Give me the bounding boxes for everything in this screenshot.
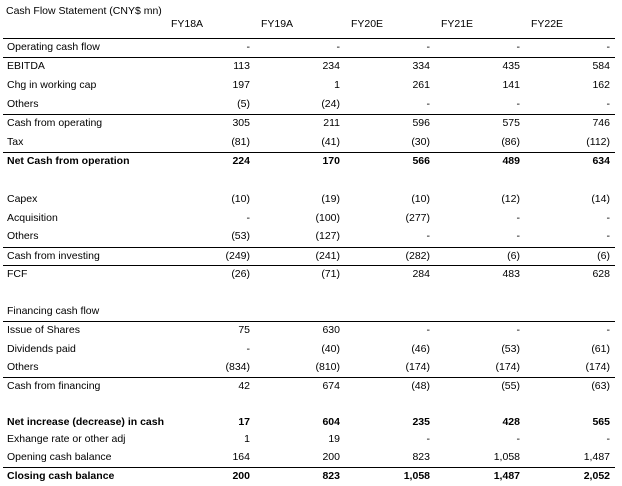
cell-fy18a: - <box>246 212 250 224</box>
table-row-fcf <box>0 265 622 283</box>
cell-fy21e: 435 <box>502 60 520 72</box>
cell-fy20e: 235 <box>412 416 430 428</box>
row-label: Chg in working cap <box>7 79 97 91</box>
cell-fy18a: 42 <box>238 380 250 392</box>
cell-fy21e: 489 <box>502 155 520 167</box>
table-row-others <box>0 227 622 245</box>
cell-fy22e: 634 <box>592 155 610 167</box>
cell-fy20e: 596 <box>412 117 430 129</box>
cell-fy20e: 284 <box>412 268 430 280</box>
cell-fy22e: (61) <box>591 343 610 355</box>
row-label: EBITDA <box>7 60 45 72</box>
row-label: Financing cash flow <box>7 305 100 317</box>
cell-fy19a: 211 <box>323 117 340 129</box>
cell-fy21e: - <box>516 433 520 445</box>
cell-fy22e: (14) <box>591 193 610 205</box>
cell-fy19a: 674 <box>322 380 340 392</box>
cell-fy21e: 483 <box>502 268 520 280</box>
row-label: Issue of Shares <box>7 324 80 336</box>
cell-fy20e: - <box>426 433 430 445</box>
cell-fy18a: (26) <box>231 268 250 280</box>
table-row-acquisition <box>0 209 622 227</box>
cell-fy19a: (41) <box>321 136 340 148</box>
table-row-cash-from-operating <box>0 114 622 132</box>
table-row-exhange-rate-or-other-adj <box>0 430 622 448</box>
table-row-others <box>0 95 622 113</box>
row-label: Opening cash balance <box>7 451 112 463</box>
cell-fy22e: (6) <box>597 250 610 262</box>
table-row-operating-cash-flow <box>0 38 622 56</box>
cell-fy18a: 200 <box>232 470 250 482</box>
cell-fy18a: (81) <box>231 136 250 148</box>
column-header-fy20e: FY20E <box>350 18 384 30</box>
cell-fy22e: 584 <box>592 60 610 72</box>
cell-fy21e: 575 <box>502 117 520 129</box>
column-header-fy19a: FY19A <box>260 18 294 30</box>
cell-fy21e: (12) <box>501 193 520 205</box>
cell-fy20e: - <box>426 98 430 110</box>
row-label: Others <box>7 98 39 110</box>
cell-fy20e: 566 <box>412 155 430 167</box>
cell-fy21e: - <box>516 324 520 336</box>
cell-fy20e: (277) <box>405 212 430 224</box>
row-label: Operating cash flow <box>7 41 100 53</box>
cell-fy18a: 113 <box>233 60 250 72</box>
cell-fy19a: 604 <box>322 416 340 428</box>
row-label: Cash from financing <box>7 380 101 392</box>
cell-fy18a: 305 <box>232 117 250 129</box>
cell-fy19a: (127) <box>315 230 340 242</box>
cell-fy18a: 75 <box>238 324 250 336</box>
row-label: Net Cash from operation <box>7 155 130 167</box>
table-row-issue-of-shares <box>0 321 622 339</box>
cell-fy20e: 261 <box>412 79 430 91</box>
cell-fy18a: 17 <box>238 416 250 428</box>
cell-fy20e: - <box>426 324 430 336</box>
cell-fy22e: (174) <box>585 361 610 373</box>
row-label: Exhange rate or other adj <box>7 433 126 445</box>
cell-fy22e: - <box>606 41 610 53</box>
cell-fy22e: (63) <box>591 380 610 392</box>
cell-fy19a: 19 <box>328 433 340 445</box>
cell-fy21e: - <box>516 212 520 224</box>
row-label: Cash from operating <box>7 117 103 129</box>
cell-fy22e: 2,052 <box>583 470 610 482</box>
cell-fy21e: 1,058 <box>493 451 520 463</box>
row-label: Cash from investing <box>7 250 100 262</box>
cell-fy20e: (48) <box>411 380 430 392</box>
table-row-chg-in-working-cap <box>0 76 622 94</box>
table-row-capex <box>0 190 622 208</box>
cell-fy19a: (24) <box>321 98 340 110</box>
row-label: FCF <box>7 268 28 280</box>
table-row-opening-cash-balance <box>0 448 622 466</box>
cell-fy18a: 197 <box>232 79 250 91</box>
cell-fy21e: (53) <box>501 343 520 355</box>
cell-fy19a: 234 <box>322 60 340 72</box>
cell-fy22e: 565 <box>592 416 610 428</box>
cell-fy21e: - <box>516 98 520 110</box>
cell-fy21e: 1,487 <box>493 470 520 482</box>
table-row-financing-cash-flow <box>0 302 622 320</box>
cell-fy18a: (249) <box>225 250 250 262</box>
row-label: Capex <box>7 193 38 205</box>
cell-fy19a: 823 <box>322 470 340 482</box>
cell-fy18a: 224 <box>232 155 250 167</box>
cell-fy19a: 630 <box>322 324 340 336</box>
row-label: Others <box>7 361 39 373</box>
cell-fy20e: 823 <box>412 451 430 463</box>
cell-fy21e: 141 <box>502 79 520 91</box>
column-header-row <box>0 17 622 31</box>
cell-fy20e: - <box>426 41 430 53</box>
table-row-cash-from-investing <box>0 247 622 265</box>
cell-fy19a: - <box>336 41 340 53</box>
cell-fy22e: 162 <box>592 79 610 91</box>
cell-fy21e: (86) <box>501 136 520 148</box>
cell-fy19a: 1 <box>334 79 340 91</box>
row-label: Net increase (decrease) in cash <box>7 416 164 428</box>
cell-fy19a: (71) <box>321 268 340 280</box>
table-row-net-increase-decrease-in-cash <box>0 413 622 431</box>
cell-fy18a: (53) <box>231 230 250 242</box>
column-header-fy21e: FY21E <box>440 18 474 30</box>
table-row-others <box>0 358 622 376</box>
row-label: Closing cash balance <box>7 470 115 482</box>
cell-fy20e: 1,058 <box>403 470 430 482</box>
cell-fy22e: 628 <box>592 268 610 280</box>
cell-fy18a: 164 <box>232 451 250 463</box>
cell-fy21e: (6) <box>507 250 520 262</box>
cell-fy20e: (30) <box>411 136 430 148</box>
cell-fy18a: (5) <box>237 98 250 110</box>
table-row-cash-from-financing <box>0 377 622 395</box>
cell-fy20e: 334 <box>412 60 430 72</box>
table-row-tax <box>0 133 622 151</box>
cell-fy22e: - <box>606 433 610 445</box>
cell-fy22e: - <box>606 212 610 224</box>
cell-fy22e: - <box>606 230 610 242</box>
cell-fy21e: (55) <box>501 380 520 392</box>
cell-fy19a: 200 <box>322 451 340 463</box>
cell-fy18a: - <box>246 41 250 53</box>
table-row-closing-cash-balance <box>0 467 622 485</box>
statement-title: Cash Flow Statement (CNY$ mn) <box>6 5 162 17</box>
cell-fy18a: (10) <box>231 193 250 205</box>
cell-fy19a: (241) <box>315 250 340 262</box>
cell-fy19a: (810) <box>315 361 340 373</box>
cell-fy22e: - <box>606 98 610 110</box>
cell-fy19a: (40) <box>321 343 340 355</box>
row-label: Dividends paid <box>7 343 76 355</box>
cell-fy19a: (19) <box>321 193 340 205</box>
cell-fy22e: - <box>606 324 610 336</box>
cell-fy22e: (112) <box>586 136 610 148</box>
cell-fy20e: (282) <box>405 250 430 262</box>
table-row-net-cash-from-operation <box>0 152 622 170</box>
cell-fy20e: - <box>426 230 430 242</box>
cell-fy20e: (46) <box>411 343 430 355</box>
column-header-fy18a: FY18A <box>170 18 204 30</box>
cell-fy22e: 746 <box>592 117 610 129</box>
table-row-dividends-paid <box>0 340 622 358</box>
cell-fy18a: 1 <box>244 433 250 445</box>
cell-fy21e: (174) <box>495 361 520 373</box>
cell-fy19a: 170 <box>322 155 340 167</box>
cell-fy21e: - <box>516 230 520 242</box>
cell-fy21e: - <box>516 41 520 53</box>
cell-fy22e: 1,487 <box>583 451 610 463</box>
table-row-ebitda <box>0 57 622 75</box>
row-label: Acquisition <box>7 212 58 224</box>
cell-fy20e: (10) <box>411 193 430 205</box>
cell-fy19a: (100) <box>315 212 340 224</box>
row-label: Tax <box>7 136 24 148</box>
cell-fy18a: (834) <box>225 361 250 373</box>
column-header-fy22e: FY22E <box>530 18 564 30</box>
cell-fy21e: 428 <box>502 416 520 428</box>
cell-fy18a: - <box>246 343 250 355</box>
row-label: Others <box>7 230 39 242</box>
cell-fy20e: (174) <box>405 361 430 373</box>
